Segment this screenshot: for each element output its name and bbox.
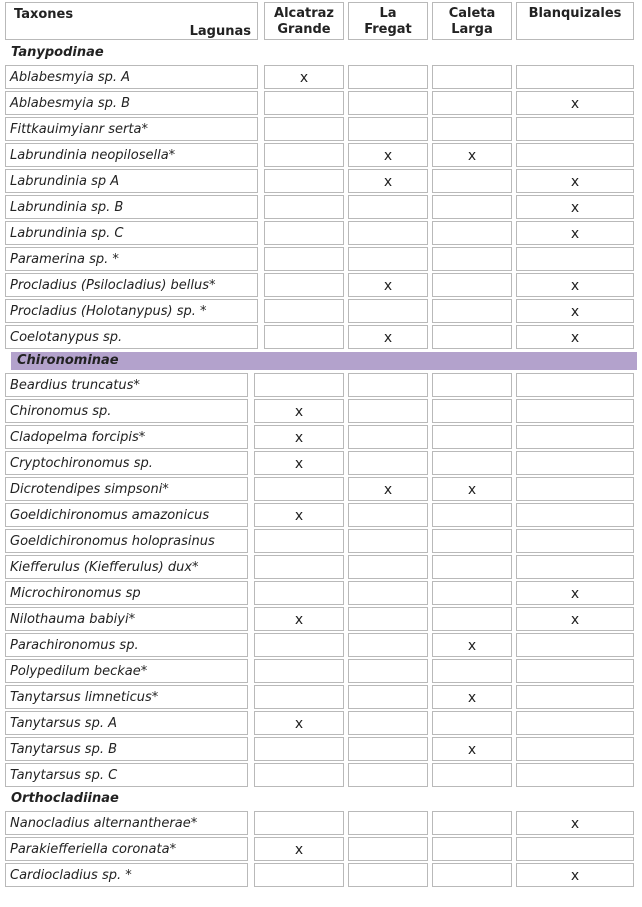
table-row [0, 246, 642, 272]
taxon-name: Tanytarsus limneticus* [5, 685, 248, 709]
section-header: Tanypodinae [11, 45, 104, 60]
presence-cell [516, 451, 634, 475]
taxon-name: Chironomus sp. [5, 399, 248, 423]
presence-cell [264, 325, 344, 349]
presence-cell: x [516, 169, 634, 193]
presence-cell [348, 65, 428, 89]
presence-cell: x [348, 143, 428, 167]
presence-cell: x [516, 811, 634, 835]
presence-cell [348, 711, 428, 735]
table-row [0, 862, 642, 888]
presence-cell [432, 659, 512, 683]
taxon-name: Microchironomus sp [5, 581, 248, 605]
presence-cell [516, 711, 634, 735]
taxon-name: Dicrotendipes simpsoni* [5, 477, 248, 501]
table-row [0, 194, 642, 220]
presence-cell [254, 581, 344, 605]
table-header-row [0, 0, 642, 42]
presence-cell [516, 737, 634, 761]
header-col-line: Larga [451, 22, 493, 37]
header-col-blanquizales [516, 2, 634, 40]
presence-cell [432, 169, 512, 193]
presence-cell [432, 837, 512, 861]
table-row [0, 298, 642, 324]
presence-cell [264, 247, 344, 271]
table-row [0, 64, 642, 90]
presence-cell: x [254, 425, 344, 449]
presence-cell [432, 247, 512, 271]
presence-cell [432, 581, 512, 605]
presence-cell: x [516, 299, 634, 323]
presence-cell [348, 221, 428, 245]
header-col-alcatraz [264, 2, 344, 40]
table-row [0, 554, 642, 580]
presence-cell [264, 117, 344, 141]
presence-cell [516, 633, 634, 657]
presence-cell [348, 811, 428, 835]
presence-cell [516, 529, 634, 553]
header-col-line: Grande [277, 22, 331, 37]
table-row [0, 220, 642, 246]
presence-cell [516, 425, 634, 449]
presence-cell [432, 195, 512, 219]
presence-cell [348, 399, 428, 423]
presence-cell [348, 837, 428, 861]
presence-cell [348, 91, 428, 115]
presence-cell [264, 273, 344, 297]
table-row [0, 762, 642, 788]
presence-cell [348, 555, 428, 579]
presence-cell [432, 91, 512, 115]
section-header: Chironominae [11, 352, 637, 370]
presence-cell: x [432, 633, 512, 657]
header-taxa-cell [5, 2, 258, 40]
presence-cell [516, 837, 634, 861]
taxon-name: Labrundinia sp. C [5, 221, 258, 245]
taxon-name: Procladius (Holotanypus) sp. * [5, 299, 258, 323]
presence-cell [432, 529, 512, 553]
taxon-name: Tanytarsus sp. C [5, 763, 248, 787]
taxon-name: Parakiefferiella coronata* [5, 837, 248, 861]
header-col-line: La [379, 6, 397, 21]
presence-cell [264, 169, 344, 193]
presence-cell [432, 299, 512, 323]
presence-cell [432, 273, 512, 297]
presence-cell [516, 117, 634, 141]
presence-cell [432, 451, 512, 475]
presence-cell [348, 737, 428, 761]
presence-cell [254, 477, 344, 501]
header-col-line: Fregat [364, 22, 412, 37]
presence-cell: x [516, 273, 634, 297]
presence-cell: x [516, 607, 634, 631]
table-row [0, 658, 642, 684]
table-row [0, 836, 642, 862]
header-col-line: Caleta [448, 6, 496, 21]
presence-cell: x [432, 737, 512, 761]
presence-cell [516, 503, 634, 527]
presence-cell [348, 299, 428, 323]
table-row [0, 810, 642, 836]
presence-cell: x [516, 221, 634, 245]
presence-cell [254, 633, 344, 657]
presence-cell: x [516, 195, 634, 219]
taxon-name: Beardius truncatus* [5, 373, 248, 397]
taxon-name: Coelotanypus sp. [5, 325, 258, 349]
presence-cell [432, 607, 512, 631]
presence-cell [348, 863, 428, 887]
presence-cell [432, 65, 512, 89]
header-col-line: Alcatraz [274, 6, 334, 21]
presence-cell: x [516, 581, 634, 605]
presence-cell: x [348, 273, 428, 297]
presence-cell [432, 221, 512, 245]
table-row [0, 450, 642, 476]
table-row [0, 324, 642, 350]
table-row [0, 90, 642, 116]
presence-cell [264, 143, 344, 167]
taxon-name: Cardiocladius sp. * [5, 863, 248, 887]
table-row [0, 424, 642, 450]
header-taxa-label: Taxones [14, 7, 74, 22]
taxon-name: Tanytarsus sp. B [5, 737, 248, 761]
presence-cell: x [432, 477, 512, 501]
table-row [0, 398, 642, 424]
table-row [0, 476, 642, 502]
taxon-name: Labrundinia neopilosella* [5, 143, 258, 167]
section-header: Orthocladiinae [11, 791, 119, 806]
presence-cell: x [254, 503, 344, 527]
presence-cell: x [516, 325, 634, 349]
presence-cell [348, 763, 428, 787]
presence-cell [348, 247, 428, 271]
presence-cell [348, 451, 428, 475]
presence-cell [516, 555, 634, 579]
presence-cell: x [254, 711, 344, 735]
presence-cell: x [254, 607, 344, 631]
table-row [0, 168, 642, 194]
presence-cell [348, 659, 428, 683]
presence-cell [348, 607, 428, 631]
taxon-name: Nilothauma babiyi* [5, 607, 248, 631]
presence-cell [254, 685, 344, 709]
presence-cell: x [432, 143, 512, 167]
table-row [0, 528, 642, 554]
presence-cell [516, 65, 634, 89]
table-row [0, 606, 642, 632]
presence-cell [516, 143, 634, 167]
presence-cell: x [348, 325, 428, 349]
presence-cell [254, 529, 344, 553]
presence-cell [348, 117, 428, 141]
taxon-name: Paramerina sp. * [5, 247, 258, 271]
presence-cell [516, 477, 634, 501]
table-row [0, 502, 642, 528]
presence-cell [348, 195, 428, 219]
presence-cell [348, 529, 428, 553]
taxon-name: Tanytarsus sp. A [5, 711, 248, 735]
presence-cell [432, 811, 512, 835]
presence-cell: x [516, 863, 634, 887]
header-lagoons-label: Lagunas [189, 24, 251, 39]
presence-cell [348, 581, 428, 605]
presence-cell [254, 737, 344, 761]
presence-cell [432, 555, 512, 579]
taxon-name: Procladius (Psilocladius) bellus* [5, 273, 258, 297]
presence-cell [264, 91, 344, 115]
table-row [0, 736, 642, 762]
presence-cell: x [254, 399, 344, 423]
presence-cell [264, 221, 344, 245]
header-col-fregat [348, 2, 428, 40]
presence-cell: x [348, 169, 428, 193]
presence-cell [432, 503, 512, 527]
taxon-name: Ablabesmyia sp. B [5, 91, 258, 115]
taxon-name: Labrundinia sp. B [5, 195, 258, 219]
presence-cell [348, 503, 428, 527]
presence-cell [432, 325, 512, 349]
presence-cell [516, 763, 634, 787]
presence-cell [432, 863, 512, 887]
presence-cell [516, 399, 634, 423]
taxon-name: Kiefferulus (Kiefferulus) dux* [5, 555, 248, 579]
presence-cell [432, 399, 512, 423]
presence-cell [254, 659, 344, 683]
taxon-name: Polypedilum beckae* [5, 659, 248, 683]
presence-cell [254, 763, 344, 787]
presence-cell: x [348, 477, 428, 501]
table-row [0, 116, 642, 142]
presence-cell [432, 117, 512, 141]
presence-cell [348, 373, 428, 397]
presence-cell [254, 811, 344, 835]
table-row [0, 372, 642, 398]
table-row [0, 632, 642, 658]
table-row [0, 580, 642, 606]
presence-cell [432, 763, 512, 787]
presence-cell [516, 247, 634, 271]
presence-cell [348, 685, 428, 709]
presence-cell [432, 711, 512, 735]
presence-cell [264, 299, 344, 323]
presence-cell [516, 685, 634, 709]
presence-cell: x [264, 65, 344, 89]
presence-cell: x [432, 685, 512, 709]
taxon-name: Ablabesmyia sp. A [5, 65, 258, 89]
taxon-name: Nanocladius alternantherae* [5, 811, 248, 835]
taxon-name: Cladopelma forcipis* [5, 425, 248, 449]
table-row [0, 272, 642, 298]
presence-cell: x [516, 91, 634, 115]
header-col-caleta [432, 2, 512, 40]
presence-cell [432, 425, 512, 449]
presence-cell [348, 633, 428, 657]
presence-cell [348, 425, 428, 449]
presence-cell [516, 373, 634, 397]
presence-cell [432, 373, 512, 397]
table-row [0, 142, 642, 168]
table-row [0, 684, 642, 710]
presence-cell [254, 863, 344, 887]
presence-cell [254, 373, 344, 397]
presence-cell [516, 659, 634, 683]
taxon-name: Labrundinia sp A [5, 169, 258, 193]
presence-cell [264, 195, 344, 219]
taxon-name: Cryptochironomus sp. [5, 451, 248, 475]
presence-cell: x [254, 837, 344, 861]
presence-cell [254, 555, 344, 579]
header-col-line: Blanquizales [528, 6, 622, 21]
table-row [0, 710, 642, 736]
taxon-name: Goeldichironomus holoprasinus [5, 529, 248, 553]
taxon-name: Parachironomus sp. [5, 633, 248, 657]
presence-cell: x [254, 451, 344, 475]
taxon-name: Goeldichironomus amazonicus [5, 503, 248, 527]
taxon-name: Fittkauimyianr serta* [5, 117, 258, 141]
